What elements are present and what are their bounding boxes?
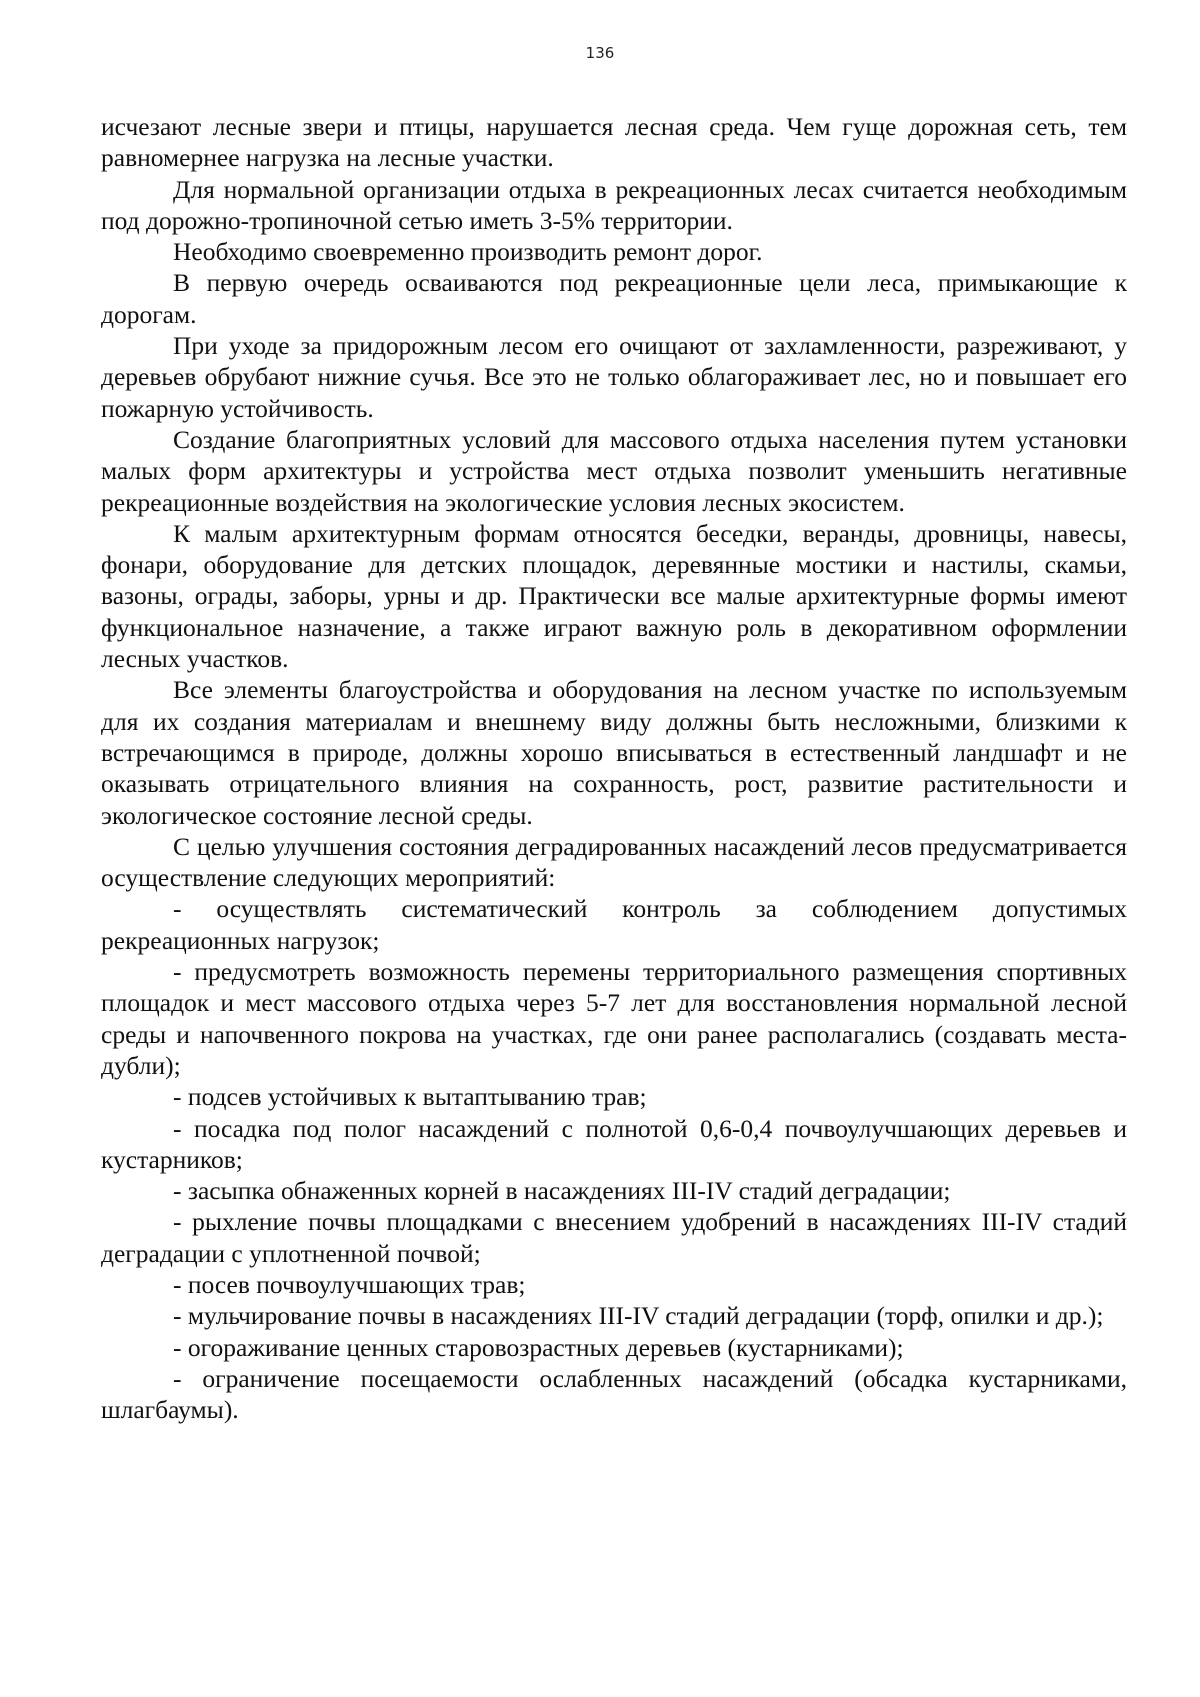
- paragraph: К малым архитектурным формам относятся беседки, веранды, дровницы, навесы, фонари, оборудование для детских площадок, деревянные мостики и настилы, скамьи, вазоны, ограды, заборы, урны и др. Практически все малые архитектурные формы имеют функциональное назначение, а также играют важную роль в декоративном оформлении лесных участков.: [101, 518, 1127, 674]
- body-text: [101, 111, 1127, 1425]
- list-item: - предусмотреть возможность перемены территориального размещения спортивных площадок и мест массового отдыха через 5-7 лет для восстановления нормальной лесной среды и напочвенного покрова на участках, где они ранее располагались (создавать места-дубли);: [101, 957, 1127, 1080]
- list-item: - огораживание ценных старовозрастных деревьев (кустарниками);: [173, 1332, 904, 1362]
- list-item: - ограничение посещаемости ослабленных насаждений (обсадка кустарниками, шлагбаумы).: [101, 1363, 1127, 1425]
- list-item: - рыхление почвы площадками с внесением удобрений в насаждениях III-IV стадий деградации с уплотненной почвой;: [101, 1207, 1127, 1268]
- list-item: - посев почвоулучшающих трав;: [173, 1269, 526, 1299]
- paragraph: исчезают лесные звери и птицы, нарушается лесная среда. Чем гуще дорожная сеть, тем равномернее нагрузка на лесные участки.: [101, 112, 1127, 173]
- paragraph: Для нормальной организации отдыха в рекреационных лесах считается необходимым под дорожно-тропиночной сетью иметь 3-5% территории.: [101, 174, 1127, 235]
- paragraph: В первую очередь осваиваются под рекреационные цели леса, примыкающие к дорогам.: [101, 268, 1127, 329]
- list-item: - мульчирование почвы в насаждениях III-IV стадий деградации (торф, опилки и др.);: [173, 1301, 1104, 1331]
- paragraph: При уходе за придорожным лесом его очищают от захламленности, разреживают, у деревьев обрубают нижние сучья. Все это не только облагораживает лес, но и повышает его пожарную устойчивость.: [101, 331, 1127, 423]
- paragraph: Необходимо своевременно производить ремонт дорог.: [173, 237, 763, 267]
- paragraph: Все элементы благоустройства и оборудования на лесном участке по используемым для их создания материалам и внешнему виду должны быть несложными, близкими к встречающимся в природе, должны хорошо вписываться в естественный ландшафт и не оказывать отрицательного влияния на сохранность, рост, развитие растительности и экологическое состояние лесной среды.: [101, 675, 1127, 830]
- list-item: - засыпка обнаженных корней в насаждениях III-IV стадий деградации;: [173, 1176, 951, 1206]
- list-item: - подсев устойчивых к вытаптыванию трав;: [173, 1082, 647, 1112]
- paragraph: С целью улучшения состояния деградированных насаждений лесов предусматривается осуществление следующих мероприятий:: [101, 831, 1127, 893]
- list-item: - осуществлять систематический контроль за соблюдением допустимых рекреационных нагрузок;: [101, 894, 1127, 955]
- paragraph: Создание благоприятных условий для массового отдыха населения путем установки малых форм архитектуры и устройства мест отдыха позволит уменьшить негативные рекреационные воздействия на экологические условия лесных экосистем.: [101, 424, 1127, 517]
- list-item: - посадка под полог насаждений с полнотой 0,6-0,4 почвоулучшающих деревьев и кустарников;: [101, 1113, 1127, 1174]
- page-number: 136: [585, 44, 615, 62]
